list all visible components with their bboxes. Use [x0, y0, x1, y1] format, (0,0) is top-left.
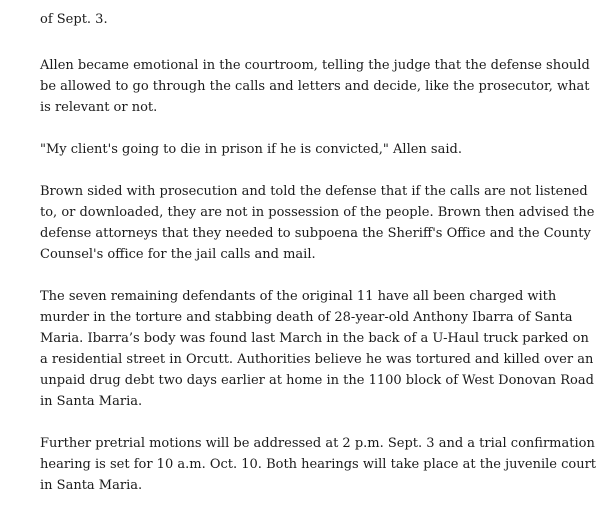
paragraph-brown-ruling: Brown sided with prosecution and told the defense that if the calls are not listened to, or downloaded, they are not in possession of the people. Brown then advised the defense attorneys that they needed to subpoena the Sheriff's Office and the County Counsel's office for the jail calls and mail. [40, 184, 595, 262]
article-body [40, 9, 600, 517]
paragraph-allen-emotional: Allen became emotional in the courtroom, telling the judge that the defense should be allowed to go through the calls and letters and decide, like the prosecutor, what is relevant or not. [40, 58, 590, 115]
paragraph-pretrial-schedule: Further pretrial motions will be addressed at 2 p.m. Sept. 3 and a trial confirmation hearing is set for 10 a.m. Oct. 10. Both hearings will take place at the juvenile court in Santa Maria. [40, 436, 597, 493]
paragraph-allen-quote: "My client's going to die in prison if he is convicted," Allen said. [40, 142, 462, 157]
paragraph-defendants-charges: The seven remaining defendants of the original 11 have all been charged with murder in the torture and stabbing death of 28-year-old Anthony Ibarra of Santa Maria. Ibarra’s body was found last March in the back of a U-Haul truck parked on a residential street in Orcutt. Authorities believe he was tortured and killed over an unpaid drug debt two days earlier at home in the 1100 block of West Donovan Road in Santa Maria. [40, 289, 594, 409]
paragraph-continuation: of Sept. 3. [40, 12, 108, 27]
